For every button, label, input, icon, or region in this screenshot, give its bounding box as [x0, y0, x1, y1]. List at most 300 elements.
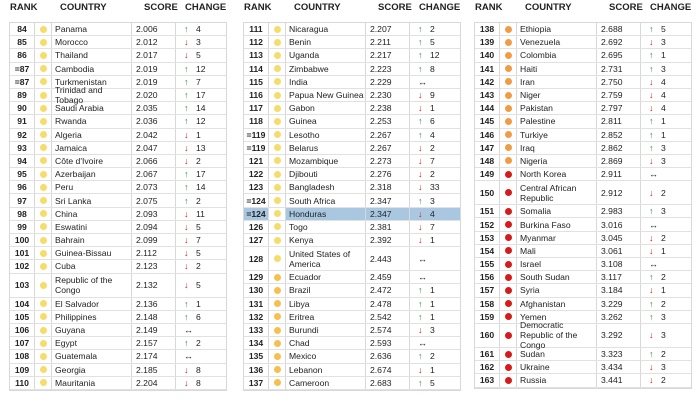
score-cell: 2.750: [597, 76, 641, 88]
country-cell: Israel: [517, 258, 597, 270]
change-value: 1: [661, 285, 666, 296]
change-cell: [641, 181, 691, 204]
peace-level-dot-icon: [505, 300, 512, 307]
ranking-table-1: [9, 22, 227, 391]
change-cell: [410, 49, 460, 61]
table-row: [244, 324, 460, 337]
peace-level-dot-icon: [40, 157, 47, 164]
country-cell: Ecuador: [286, 271, 366, 283]
change-value: 5: [430, 37, 435, 48]
change-value: 3: [196, 37, 201, 48]
change-cell: [410, 350, 460, 362]
table-row: [244, 168, 460, 181]
peace-level-dot-icon: [505, 313, 512, 320]
change-cell: [176, 247, 226, 259]
table-row: [10, 208, 226, 221]
country-cell: Cameroon: [286, 377, 366, 389]
table-row: [10, 260, 226, 273]
score-cell: 2.267: [366, 129, 410, 141]
peace-level-dot-icon: [274, 255, 281, 262]
change-value: 2: [430, 169, 435, 180]
peace-level-dot-icon: [40, 105, 47, 112]
change-cell: [176, 221, 226, 233]
rank-cell: 112: [244, 36, 269, 48]
country-cell: Eritrea: [286, 311, 366, 323]
arrow-down-icon: ↓: [418, 221, 423, 232]
table-row: [10, 168, 226, 181]
arrow-down-icon: ↓: [184, 261, 189, 272]
peace-level-dot-icon: [505, 105, 512, 112]
no-change-icon: ↔: [418, 338, 427, 349]
change-value: 2: [661, 187, 666, 198]
country-cell: Togo: [286, 221, 366, 233]
change-cell: [641, 89, 691, 101]
arrow-up-icon: ↑: [649, 206, 654, 217]
score-cell: 2.347: [366, 208, 410, 220]
arrow-up-icon: ↑: [184, 169, 189, 180]
peace-level-dot-icon: [274, 313, 281, 320]
change-value: 2: [430, 142, 435, 153]
change-cell: [176, 337, 226, 349]
status-dot-cell: [35, 377, 52, 389]
rank-cell: 133: [244, 324, 269, 336]
status-dot-cell: [269, 298, 286, 310]
rank-cell: 127: [244, 234, 269, 246]
change-cell: [176, 208, 226, 220]
peace-level-dot-icon: [505, 189, 512, 196]
score-header: SCORE: [144, 2, 178, 13]
table-row: [475, 168, 691, 181]
country-cell: Somalia: [517, 205, 597, 217]
peace-level-dot-icon: [40, 184, 47, 191]
change-value: 7: [196, 235, 201, 246]
score-cell: 2.223: [366, 63, 410, 75]
arrow-down-icon: ↓: [184, 208, 189, 219]
country-cell: Algeria: [52, 129, 132, 141]
change-cell: [176, 234, 226, 246]
country-cell: India: [286, 76, 366, 88]
score-cell: 2.381: [366, 221, 410, 233]
peace-level-dot-icon: [505, 144, 512, 151]
rank-cell: 121: [244, 155, 269, 167]
change-cell: [176, 115, 226, 127]
status-dot-cell: [35, 181, 52, 193]
change-cell: [641, 142, 691, 154]
rank-cell: 102: [10, 260, 35, 272]
peace-level-dot-icon: [40, 39, 47, 46]
country-cell: Myanmar: [517, 232, 597, 244]
change-value: 3: [661, 206, 666, 217]
score-cell: 2.683: [366, 377, 410, 389]
country-cell: El Salvador: [52, 298, 132, 310]
status-dot-cell: [500, 23, 517, 35]
score-cell: 2.688: [597, 23, 641, 35]
change-cell: [176, 298, 226, 310]
change-value: 3: [661, 311, 666, 322]
status-dot-cell: [35, 221, 52, 233]
change-cell: [641, 348, 691, 360]
status-dot-cell: [35, 247, 52, 259]
arrow-down-icon: ↓: [649, 37, 654, 48]
table-row: [244, 181, 460, 194]
country-cell: Zimbabwe: [286, 63, 366, 75]
peace-level-dot-icon: [274, 366, 281, 373]
arrow-down-icon: ↓: [184, 364, 189, 375]
score-cell: 2.674: [366, 364, 410, 376]
table-row: [10, 221, 226, 234]
change-value: 1: [661, 116, 666, 127]
change-value: 5: [196, 50, 201, 61]
score-cell: 2.035: [132, 102, 176, 114]
change-value: 2: [661, 298, 666, 309]
country-cell: Sri Lanka: [52, 194, 132, 206]
status-dot-cell: [35, 194, 52, 206]
change-value: 3: [661, 63, 666, 74]
country-cell: Philippines: [52, 311, 132, 323]
table-row: [475, 348, 691, 361]
status-dot-cell: [269, 129, 286, 141]
change-value: 7: [430, 221, 435, 232]
peace-level-dot-icon: [40, 313, 47, 320]
rank-cell: 110: [10, 377, 35, 389]
status-dot-cell: [269, 337, 286, 349]
rank-cell: 86: [10, 49, 35, 61]
change-cell: [410, 142, 460, 154]
peace-level-dot-icon: [274, 287, 281, 294]
peace-level-dot-icon: [505, 26, 512, 33]
table-row: [244, 208, 460, 221]
status-dot-cell: [35, 168, 52, 180]
arrow-down-icon: ↓: [418, 325, 423, 336]
score-cell: 2.036: [132, 115, 176, 127]
change-cell: [410, 181, 460, 193]
rank-cell: 117: [244, 102, 269, 114]
score-cell: 3.434: [597, 361, 641, 373]
status-dot-cell: [500, 129, 517, 141]
arrow-down-icon: ↓: [649, 245, 654, 256]
rank-cell: =119: [244, 142, 269, 154]
score-cell: 2.207: [366, 23, 410, 35]
change-value: 2: [430, 351, 435, 362]
arrow-down-icon: ↓: [418, 103, 423, 114]
arrow-down-icon: ↓: [649, 362, 654, 373]
score-cell: 2.174: [132, 350, 176, 362]
table-row: [10, 274, 226, 298]
status-dot-cell: [269, 102, 286, 114]
score-cell: 3.262: [597, 311, 641, 323]
peace-level-dot-icon: [40, 92, 47, 99]
change-value: 5: [196, 248, 201, 259]
status-dot-cell: [35, 260, 52, 272]
country-cell: Guinea: [286, 115, 366, 127]
change-value: 14: [196, 103, 206, 114]
status-dot-cell: [35, 311, 52, 323]
score-cell: 3.016: [597, 218, 641, 230]
status-dot-cell: [269, 350, 286, 362]
arrow-up-icon: ↑: [184, 311, 189, 322]
status-dot-cell: [269, 271, 286, 283]
change-value: 33: [430, 182, 440, 193]
status-dot-cell: [500, 49, 517, 61]
change-value: 4: [430, 129, 435, 140]
score-cell: 2.318: [366, 181, 410, 193]
rank-cell: =124: [244, 194, 269, 206]
country-cell: Benin: [286, 36, 366, 48]
change-cell: [641, 232, 691, 244]
rank-cell: 163: [475, 374, 500, 386]
status-dot-cell: [269, 221, 286, 233]
change-value: 3: [430, 195, 435, 206]
score-cell: 2.238: [366, 102, 410, 114]
score-cell: 2.067: [132, 168, 176, 180]
table-row: [475, 181, 691, 205]
peace-level-dot-icon: [505, 171, 512, 178]
change-value: 17: [196, 90, 206, 101]
status-dot-cell: [269, 377, 286, 389]
peace-level-dot-icon: [274, 26, 281, 33]
peace-level-dot-icon: [274, 118, 281, 125]
change-value: 7: [196, 76, 201, 87]
rank-cell: =87: [10, 63, 35, 75]
change-value: 4: [661, 76, 666, 87]
change-cell: [176, 155, 226, 167]
change-value: 1: [661, 50, 666, 61]
peace-level-dot-icon: [40, 26, 47, 33]
status-dot-cell: [35, 234, 52, 246]
peace-level-dot-icon: [40, 237, 47, 244]
change-cell: [176, 63, 226, 75]
rank-cell: 131: [244, 298, 269, 310]
change-cell: [176, 324, 226, 336]
country-cell: Ukraine: [517, 361, 597, 373]
change-cell: [410, 63, 460, 75]
status-dot-cell: [269, 234, 286, 246]
rank-cell: 160: [475, 324, 500, 347]
score-cell: 2.006: [132, 23, 176, 35]
peace-level-dot-icon: [40, 223, 47, 230]
column-header-group-1: [10, 2, 228, 16]
rank-cell: =124: [244, 208, 269, 220]
peace-level-dot-icon: [505, 92, 512, 99]
change-cell: [410, 221, 460, 233]
arrow-up-icon: ↑: [418, 50, 423, 61]
change-cell: [641, 271, 691, 283]
no-change-icon: ↔: [418, 272, 427, 283]
table-row: [244, 221, 460, 234]
arrow-down-icon: ↓: [649, 232, 654, 243]
arrow-up-icon: ↑: [184, 90, 189, 101]
change-cell: [410, 36, 460, 48]
rank-cell: 130: [244, 284, 269, 296]
change-cell: [410, 194, 460, 206]
score-cell: 2.574: [366, 324, 410, 336]
score-cell: 2.911: [597, 168, 641, 180]
peace-level-dot-icon: [274, 131, 281, 138]
country-cell: Turkmenistan: [52, 76, 132, 88]
status-dot-cell: [269, 208, 286, 220]
score-cell: 3.045: [597, 232, 641, 244]
change-cell: [641, 245, 691, 257]
status-dot-cell: [35, 208, 52, 220]
rank-cell: 143: [475, 89, 500, 101]
status-dot-cell: [500, 76, 517, 88]
score-cell: 2.692: [597, 36, 641, 48]
peace-level-dot-icon: [40, 197, 47, 204]
change-cell: [176, 274, 226, 297]
change-value: 3: [661, 142, 666, 153]
table-row: [10, 23, 226, 36]
table-row: [10, 155, 226, 168]
country-cell: Colombia: [517, 49, 597, 61]
rank-header: RANK: [244, 2, 272, 13]
change-value: 8: [196, 377, 201, 388]
change-value: 11: [196, 208, 205, 219]
arrow-up-icon: ↑: [649, 63, 654, 74]
change-value: 13: [196, 142, 206, 153]
rank-cell: 138: [475, 23, 500, 35]
country-cell: Niger: [517, 89, 597, 101]
rank-cell: 114: [244, 63, 269, 75]
table-row: [10, 364, 226, 377]
country-cell: Georgia: [52, 364, 132, 376]
status-dot-cell: [500, 115, 517, 127]
change-cell: [641, 298, 691, 310]
change-value: 3: [661, 362, 666, 373]
country-cell: Central African Republic: [517, 181, 597, 204]
arrow-up-icon: ↑: [184, 338, 189, 349]
arrow-up-icon: ↑: [184, 76, 189, 87]
change-value: 4: [661, 103, 666, 114]
score-cell: 2.797: [597, 102, 641, 114]
table-row: [475, 115, 691, 128]
change-cell: [176, 102, 226, 114]
rank-cell: =87: [10, 76, 35, 88]
status-dot-cell: [500, 63, 517, 75]
rank-cell: 85: [10, 36, 35, 48]
change-cell: [410, 298, 460, 310]
country-cell: Mali: [517, 245, 597, 257]
country-cell: Afghanistan: [517, 298, 597, 310]
peace-level-dot-icon: [274, 353, 281, 360]
arrow-down-icon: ↓: [418, 169, 423, 180]
table-row: [475, 320, 691, 351]
score-cell: 2.185: [132, 364, 176, 376]
table-row: [475, 258, 691, 271]
status-dot-cell: [269, 247, 286, 270]
arrow-down-icon: ↓: [184, 221, 189, 232]
status-dot-cell: [269, 194, 286, 206]
rank-cell: 116: [244, 89, 269, 101]
table-row: [244, 142, 460, 155]
arrow-down-icon: ↓: [418, 364, 423, 375]
status-dot-cell: [269, 115, 286, 127]
country-header: COUNTRY: [60, 2, 107, 13]
change-value: 6: [430, 116, 435, 127]
arrow-down-icon: ↓: [649, 103, 654, 114]
table-row: [244, 311, 460, 324]
country-header: COUNTRY: [294, 2, 341, 13]
country-cell: Azerbaijan: [52, 168, 132, 180]
change-value: 1: [196, 129, 201, 140]
rank-cell: 141: [475, 63, 500, 75]
arrow-down-icon: ↓: [649, 90, 654, 101]
peace-level-dot-icon: [505, 332, 512, 339]
table-row: [475, 36, 691, 49]
peace-level-dot-icon: [274, 144, 281, 151]
country-cell: Russia: [517, 374, 597, 386]
peace-level-dot-icon: [274, 274, 281, 281]
change-value: 1: [430, 235, 435, 246]
peace-level-dot-icon: [40, 327, 47, 334]
country-cell: Mexico: [286, 350, 366, 362]
score-cell: 2.230: [366, 89, 410, 101]
table-row: [10, 247, 226, 260]
arrow-up-icon: ↑: [418, 311, 423, 322]
table-row: [244, 247, 460, 271]
status-dot-cell: [269, 76, 286, 88]
arrow-down-icon: ↓: [184, 37, 189, 48]
table-row: [244, 23, 460, 36]
change-cell: [410, 155, 460, 167]
status-dot-cell: [500, 205, 517, 217]
peace-level-dot-icon: [505, 247, 512, 254]
country-cell: Guyana: [52, 324, 132, 336]
table-row: [10, 234, 226, 247]
country-cell: Iran: [517, 76, 597, 88]
no-change-icon: ↔: [418, 76, 427, 87]
rank-cell: 106: [10, 324, 35, 336]
score-cell: 2.695: [597, 49, 641, 61]
change-cell: [641, 374, 691, 386]
table-row: [244, 271, 460, 284]
peace-level-dot-icon: [274, 39, 281, 46]
change-cell: [641, 361, 691, 373]
table-row: [10, 311, 226, 324]
peace-level-dot-icon: [274, 92, 281, 99]
score-cell: 2.066: [132, 155, 176, 167]
peace-level-dot-icon: [274, 78, 281, 85]
change-value: 2: [661, 349, 666, 360]
rank-cell: =119: [244, 129, 269, 141]
rank-cell: 103: [10, 274, 35, 297]
change-cell: [641, 76, 691, 88]
arrow-up-icon: ↑: [418, 129, 423, 140]
peace-level-dot-icon: [274, 65, 281, 72]
peace-level-dot-icon: [40, 340, 47, 347]
change-header: CHANGE: [185, 2, 227, 13]
country-cell: Egypt: [52, 337, 132, 349]
change-cell: [641, 63, 691, 75]
table-row: [244, 350, 460, 363]
rank-cell: 118: [244, 115, 269, 127]
status-dot-cell: [35, 76, 52, 88]
change-cell: [176, 377, 226, 389]
arrow-up-icon: ↑: [649, 142, 654, 153]
change-cell: [410, 89, 460, 101]
arrow-down-icon: ↓: [649, 285, 654, 296]
country-cell: Mozambique: [286, 155, 366, 167]
change-value: 1: [430, 364, 435, 375]
country-cell: Lebanon: [286, 364, 366, 376]
table-row: [244, 129, 460, 142]
change-cell: [410, 271, 460, 283]
status-dot-cell: [500, 348, 517, 360]
status-dot-cell: [269, 23, 286, 35]
change-value: 4: [196, 24, 201, 35]
rank-cell: 136: [244, 364, 269, 376]
status-dot-cell: [500, 168, 517, 180]
status-dot-cell: [35, 155, 52, 167]
